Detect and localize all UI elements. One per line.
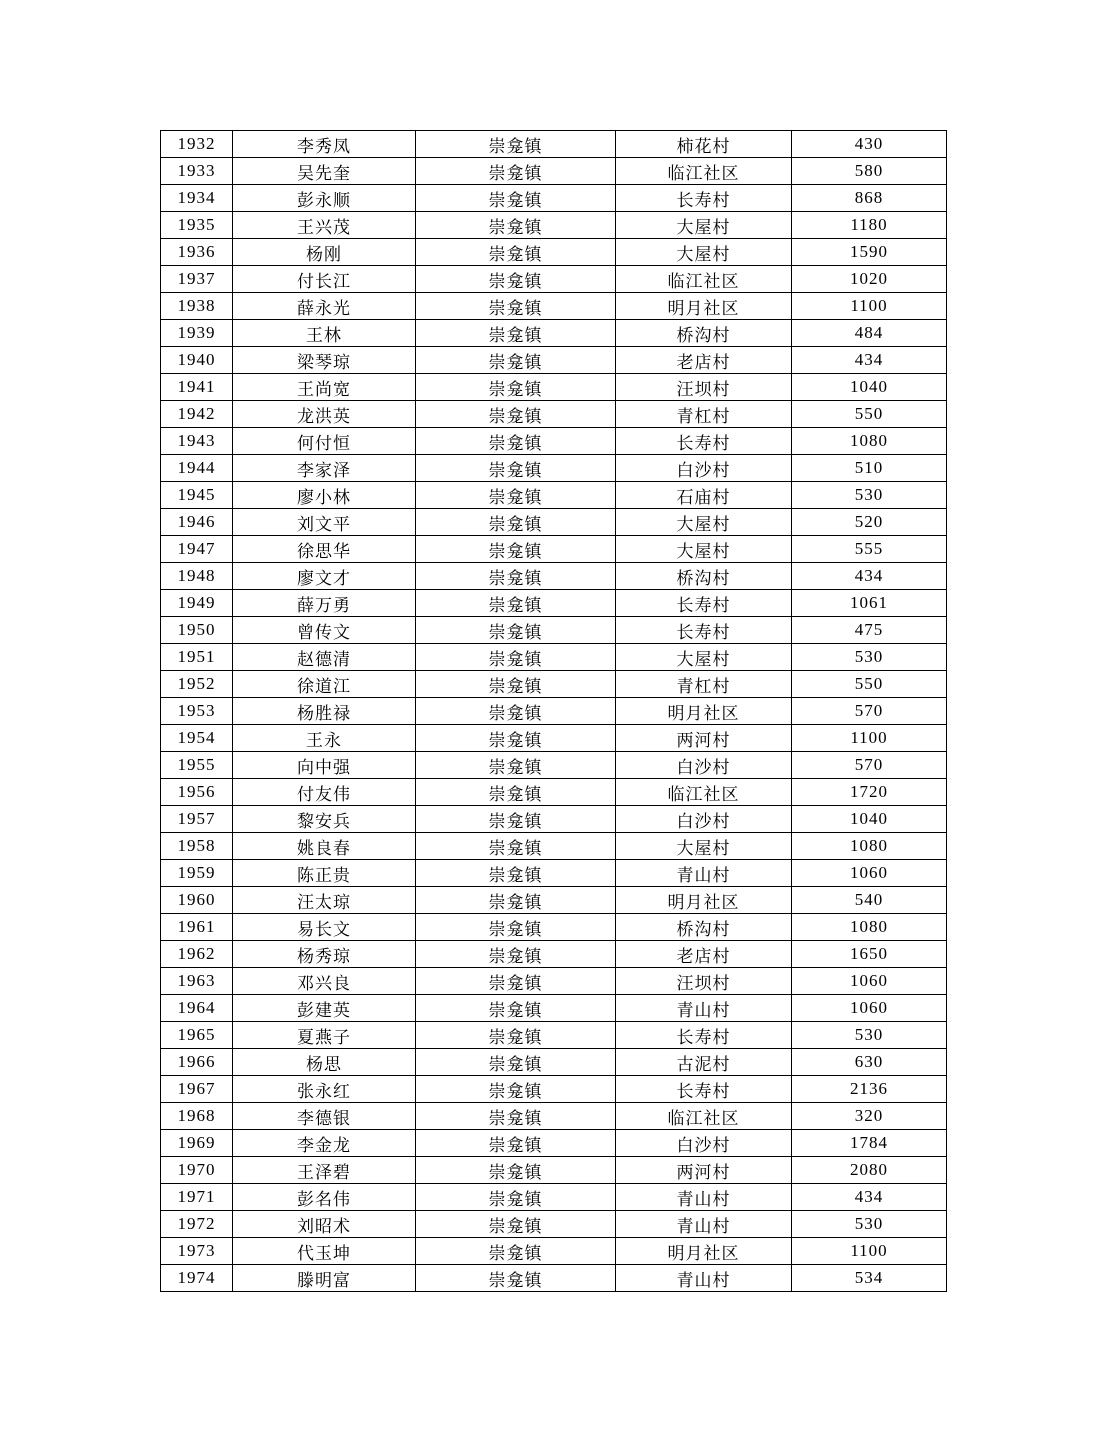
cell-amount: 540 bbox=[792, 887, 947, 914]
cell-village: 明月社区 bbox=[616, 698, 792, 725]
cell-index: 1941 bbox=[161, 374, 233, 401]
cell-amount: 1650 bbox=[792, 941, 947, 968]
cell-index: 1942 bbox=[161, 401, 233, 428]
table-row bbox=[161, 536, 947, 563]
cell-name: 李德银 bbox=[233, 1103, 416, 1130]
cell-town: 崇龛镇 bbox=[416, 239, 616, 266]
cell-name: 薛永光 bbox=[233, 293, 416, 320]
cell-village: 青山村 bbox=[616, 995, 792, 1022]
cell-town: 崇龛镇 bbox=[416, 212, 616, 239]
cell-amount: 1060 bbox=[792, 995, 947, 1022]
cell-name: 向中强 bbox=[233, 752, 416, 779]
table-row bbox=[161, 1157, 947, 1184]
cell-amount: 570 bbox=[792, 752, 947, 779]
cell-village: 桥沟村 bbox=[616, 320, 792, 347]
cell-amount: 570 bbox=[792, 698, 947, 725]
cell-name: 代玉坤 bbox=[233, 1238, 416, 1265]
cell-amount: 1060 bbox=[792, 860, 947, 887]
cell-amount: 430 bbox=[792, 131, 947, 158]
table-row bbox=[161, 455, 947, 482]
table-row bbox=[161, 887, 947, 914]
cell-village: 大屋村 bbox=[616, 212, 792, 239]
cell-amount: 1720 bbox=[792, 779, 947, 806]
cell-amount: 1590 bbox=[792, 239, 947, 266]
cell-amount: 1100 bbox=[792, 725, 947, 752]
cell-amount: 530 bbox=[792, 1211, 947, 1238]
cell-index: 1940 bbox=[161, 347, 233, 374]
cell-town: 崇龛镇 bbox=[416, 158, 616, 185]
cell-index: 1945 bbox=[161, 482, 233, 509]
cell-name: 杨胜禄 bbox=[233, 698, 416, 725]
table-row bbox=[161, 374, 947, 401]
cell-amount: 530 bbox=[792, 644, 947, 671]
cell-village: 青山村 bbox=[616, 1184, 792, 1211]
cell-amount: 475 bbox=[792, 617, 947, 644]
cell-name: 夏燕子 bbox=[233, 1022, 416, 1049]
cell-village: 长寿村 bbox=[616, 428, 792, 455]
cell-index: 1974 bbox=[161, 1265, 233, 1292]
table-row bbox=[161, 644, 947, 671]
cell-name: 杨刚 bbox=[233, 239, 416, 266]
cell-town: 崇龛镇 bbox=[416, 428, 616, 455]
cell-index: 1955 bbox=[161, 752, 233, 779]
cell-village: 明月社区 bbox=[616, 887, 792, 914]
cell-town: 崇龛镇 bbox=[416, 779, 616, 806]
cell-village: 桥沟村 bbox=[616, 563, 792, 590]
cell-amount: 2136 bbox=[792, 1076, 947, 1103]
cell-index: 1946 bbox=[161, 509, 233, 536]
table-row bbox=[161, 806, 947, 833]
cell-name: 付友伟 bbox=[233, 779, 416, 806]
cell-name: 廖文才 bbox=[233, 563, 416, 590]
cell-amount: 1100 bbox=[792, 1238, 947, 1265]
cell-village: 老店村 bbox=[616, 347, 792, 374]
cell-amount: 1080 bbox=[792, 914, 947, 941]
cell-name: 廖小林 bbox=[233, 482, 416, 509]
cell-amount: 580 bbox=[792, 158, 947, 185]
cell-town: 崇龛镇 bbox=[416, 320, 616, 347]
cell-village: 汪坝村 bbox=[616, 968, 792, 995]
cell-village: 大屋村 bbox=[616, 239, 792, 266]
cell-amount: 520 bbox=[792, 509, 947, 536]
cell-village: 石庙村 bbox=[616, 482, 792, 509]
table-row bbox=[161, 293, 947, 320]
cell-name: 李秀凤 bbox=[233, 131, 416, 158]
cell-name: 陈正贵 bbox=[233, 860, 416, 887]
cell-town: 崇龛镇 bbox=[416, 374, 616, 401]
cell-village: 青山村 bbox=[616, 860, 792, 887]
cell-index: 1964 bbox=[161, 995, 233, 1022]
cell-amount: 1080 bbox=[792, 833, 947, 860]
cell-village: 长寿村 bbox=[616, 590, 792, 617]
cell-town: 崇龛镇 bbox=[416, 482, 616, 509]
cell-index: 1934 bbox=[161, 185, 233, 212]
cell-town: 崇龛镇 bbox=[416, 1265, 616, 1292]
cell-village: 大屋村 bbox=[616, 644, 792, 671]
cell-town: 崇龛镇 bbox=[416, 1049, 616, 1076]
cell-name: 彭建英 bbox=[233, 995, 416, 1022]
cell-amount: 1040 bbox=[792, 374, 947, 401]
table-row bbox=[161, 482, 947, 509]
cell-name: 彭永顺 bbox=[233, 185, 416, 212]
cell-amount: 1040 bbox=[792, 806, 947, 833]
cell-index: 1963 bbox=[161, 968, 233, 995]
cell-village: 青杠村 bbox=[616, 671, 792, 698]
table-row bbox=[161, 1076, 947, 1103]
cell-index: 1943 bbox=[161, 428, 233, 455]
cell-amount: 1100 bbox=[792, 293, 947, 320]
cell-village: 老店村 bbox=[616, 941, 792, 968]
table-row bbox=[161, 1184, 947, 1211]
cell-village: 青杠村 bbox=[616, 401, 792, 428]
cell-index: 1973 bbox=[161, 1238, 233, 1265]
cell-index: 1936 bbox=[161, 239, 233, 266]
cell-town: 崇龛镇 bbox=[416, 185, 616, 212]
table-row bbox=[161, 941, 947, 968]
table-row bbox=[161, 698, 947, 725]
table-row bbox=[161, 752, 947, 779]
table-row bbox=[161, 1022, 947, 1049]
cell-village: 青山村 bbox=[616, 1211, 792, 1238]
table-row bbox=[161, 617, 947, 644]
cell-town: 崇龛镇 bbox=[416, 752, 616, 779]
cell-town: 崇龛镇 bbox=[416, 347, 616, 374]
cell-village: 长寿村 bbox=[616, 1022, 792, 1049]
cell-village: 古泥村 bbox=[616, 1049, 792, 1076]
cell-name: 刘昭术 bbox=[233, 1211, 416, 1238]
cell-index: 1933 bbox=[161, 158, 233, 185]
cell-index: 1951 bbox=[161, 644, 233, 671]
cell-name: 吴先奎 bbox=[233, 158, 416, 185]
table-row bbox=[161, 428, 947, 455]
cell-town: 崇龛镇 bbox=[416, 671, 616, 698]
cell-name: 梁琴琼 bbox=[233, 347, 416, 374]
cell-index: 1956 bbox=[161, 779, 233, 806]
cell-index: 1969 bbox=[161, 1130, 233, 1157]
cell-index: 1939 bbox=[161, 320, 233, 347]
cell-index: 1965 bbox=[161, 1022, 233, 1049]
cell-village: 白沙村 bbox=[616, 806, 792, 833]
cell-name: 汪太琼 bbox=[233, 887, 416, 914]
table-row bbox=[161, 563, 947, 590]
cell-village: 长寿村 bbox=[616, 185, 792, 212]
cell-name: 张永红 bbox=[233, 1076, 416, 1103]
cell-name: 王尚宽 bbox=[233, 374, 416, 401]
cell-amount: 1020 bbox=[792, 266, 947, 293]
cell-name: 王泽碧 bbox=[233, 1157, 416, 1184]
cell-town: 崇龛镇 bbox=[416, 401, 616, 428]
cell-amount: 434 bbox=[792, 347, 947, 374]
cell-amount: 550 bbox=[792, 671, 947, 698]
cell-name: 王永 bbox=[233, 725, 416, 752]
cell-village: 两河村 bbox=[616, 725, 792, 752]
cell-village: 两河村 bbox=[616, 1157, 792, 1184]
cell-index: 1944 bbox=[161, 455, 233, 482]
data-table bbox=[160, 130, 947, 1292]
cell-name: 刘文平 bbox=[233, 509, 416, 536]
table-row bbox=[161, 158, 947, 185]
cell-town: 崇龛镇 bbox=[416, 1238, 616, 1265]
cell-village: 大屋村 bbox=[616, 833, 792, 860]
cell-name: 黎安兵 bbox=[233, 806, 416, 833]
cell-town: 崇龛镇 bbox=[416, 1130, 616, 1157]
cell-index: 1949 bbox=[161, 590, 233, 617]
cell-town: 崇龛镇 bbox=[416, 806, 616, 833]
cell-town: 崇龛镇 bbox=[416, 914, 616, 941]
cell-village: 临江社区 bbox=[616, 158, 792, 185]
cell-village: 白沙村 bbox=[616, 1130, 792, 1157]
cell-name: 李金龙 bbox=[233, 1130, 416, 1157]
cell-amount: 555 bbox=[792, 536, 947, 563]
cell-town: 崇龛镇 bbox=[416, 887, 616, 914]
cell-amount: 484 bbox=[792, 320, 947, 347]
cell-name: 易长文 bbox=[233, 914, 416, 941]
cell-amount: 550 bbox=[792, 401, 947, 428]
table-row bbox=[161, 509, 947, 536]
cell-amount: 510 bbox=[792, 455, 947, 482]
cell-index: 1959 bbox=[161, 860, 233, 887]
cell-amount: 1180 bbox=[792, 212, 947, 239]
cell-name: 杨思 bbox=[233, 1049, 416, 1076]
cell-index: 1960 bbox=[161, 887, 233, 914]
cell-town: 崇龛镇 bbox=[416, 590, 616, 617]
cell-amount: 434 bbox=[792, 1184, 947, 1211]
cell-village: 青山村 bbox=[616, 1265, 792, 1292]
cell-index: 1938 bbox=[161, 293, 233, 320]
cell-town: 崇龛镇 bbox=[416, 617, 616, 644]
cell-index: 1962 bbox=[161, 941, 233, 968]
cell-name: 徐道江 bbox=[233, 671, 416, 698]
table-row bbox=[161, 212, 947, 239]
cell-index: 1957 bbox=[161, 806, 233, 833]
cell-town: 崇龛镇 bbox=[416, 698, 616, 725]
table-row bbox=[161, 347, 947, 374]
table-row bbox=[161, 914, 947, 941]
cell-name: 王林 bbox=[233, 320, 416, 347]
cell-amount: 530 bbox=[792, 1022, 947, 1049]
cell-name: 薛万勇 bbox=[233, 590, 416, 617]
cell-amount: 1784 bbox=[792, 1130, 947, 1157]
cell-index: 1947 bbox=[161, 536, 233, 563]
cell-index: 1950 bbox=[161, 617, 233, 644]
cell-name: 王兴茂 bbox=[233, 212, 416, 239]
cell-town: 崇龛镇 bbox=[416, 293, 616, 320]
cell-name: 邓兴良 bbox=[233, 968, 416, 995]
cell-name: 姚良春 bbox=[233, 833, 416, 860]
cell-town: 崇龛镇 bbox=[416, 941, 616, 968]
cell-index: 1948 bbox=[161, 563, 233, 590]
cell-town: 崇龛镇 bbox=[416, 644, 616, 671]
cell-village: 柿花村 bbox=[616, 131, 792, 158]
cell-village: 大屋村 bbox=[616, 509, 792, 536]
cell-village: 长寿村 bbox=[616, 1076, 792, 1103]
cell-town: 崇龛镇 bbox=[416, 725, 616, 752]
cell-index: 1968 bbox=[161, 1103, 233, 1130]
table-row bbox=[161, 725, 947, 752]
cell-town: 崇龛镇 bbox=[416, 968, 616, 995]
table-row bbox=[161, 1049, 947, 1076]
cell-index: 1954 bbox=[161, 725, 233, 752]
cell-index: 1952 bbox=[161, 671, 233, 698]
table-row bbox=[161, 1238, 947, 1265]
cell-village: 明月社区 bbox=[616, 293, 792, 320]
table-row bbox=[161, 1130, 947, 1157]
cell-town: 崇龛镇 bbox=[416, 1184, 616, 1211]
cell-amount: 630 bbox=[792, 1049, 947, 1076]
cell-village: 大屋村 bbox=[616, 536, 792, 563]
cell-name: 滕明富 bbox=[233, 1265, 416, 1292]
cell-town: 崇龛镇 bbox=[416, 860, 616, 887]
table-row bbox=[161, 590, 947, 617]
cell-village: 白沙村 bbox=[616, 752, 792, 779]
cell-village: 桥沟村 bbox=[616, 914, 792, 941]
cell-village: 白沙村 bbox=[616, 455, 792, 482]
cell-index: 1961 bbox=[161, 914, 233, 941]
cell-town: 崇龛镇 bbox=[416, 1103, 616, 1130]
table-row bbox=[161, 1103, 947, 1130]
cell-index: 1970 bbox=[161, 1157, 233, 1184]
cell-amount: 434 bbox=[792, 563, 947, 590]
cell-town: 崇龛镇 bbox=[416, 1211, 616, 1238]
table-row bbox=[161, 833, 947, 860]
cell-amount: 868 bbox=[792, 185, 947, 212]
cell-town: 崇龛镇 bbox=[416, 833, 616, 860]
cell-village: 汪坝村 bbox=[616, 374, 792, 401]
table-row bbox=[161, 968, 947, 995]
cell-amount: 530 bbox=[792, 482, 947, 509]
table-row bbox=[161, 671, 947, 698]
table-row bbox=[161, 995, 947, 1022]
table-row bbox=[161, 320, 947, 347]
table-row bbox=[161, 860, 947, 887]
cell-amount: 1060 bbox=[792, 968, 947, 995]
table-row bbox=[161, 185, 947, 212]
table-row bbox=[161, 779, 947, 806]
cell-village: 临江社区 bbox=[616, 266, 792, 293]
cell-index: 1972 bbox=[161, 1211, 233, 1238]
cell-village: 长寿村 bbox=[616, 617, 792, 644]
cell-name: 李家泽 bbox=[233, 455, 416, 482]
table-row bbox=[161, 266, 947, 293]
cell-amount: 1080 bbox=[792, 428, 947, 455]
table-row bbox=[161, 239, 947, 266]
cell-village: 临江社区 bbox=[616, 1103, 792, 1130]
cell-town: 崇龛镇 bbox=[416, 536, 616, 563]
cell-town: 崇龛镇 bbox=[416, 1076, 616, 1103]
cell-index: 1932 bbox=[161, 131, 233, 158]
cell-name: 赵德清 bbox=[233, 644, 416, 671]
cell-index: 1971 bbox=[161, 1184, 233, 1211]
cell-amount: 320 bbox=[792, 1103, 947, 1130]
cell-town: 崇龛镇 bbox=[416, 563, 616, 590]
cell-town: 崇龛镇 bbox=[416, 995, 616, 1022]
cell-town: 崇龛镇 bbox=[416, 266, 616, 293]
cell-town: 崇龛镇 bbox=[416, 131, 616, 158]
cell-village: 明月社区 bbox=[616, 1238, 792, 1265]
table-row bbox=[161, 1265, 947, 1292]
cell-index: 1966 bbox=[161, 1049, 233, 1076]
cell-name: 彭名伟 bbox=[233, 1184, 416, 1211]
cell-index: 1953 bbox=[161, 698, 233, 725]
cell-town: 崇龛镇 bbox=[416, 455, 616, 482]
table-row bbox=[161, 401, 947, 428]
cell-amount: 534 bbox=[792, 1265, 947, 1292]
cell-town: 崇龛镇 bbox=[416, 509, 616, 536]
cell-village: 临江社区 bbox=[616, 779, 792, 806]
cell-name: 龙洪英 bbox=[233, 401, 416, 428]
cell-amount: 2080 bbox=[792, 1157, 947, 1184]
cell-town: 崇龛镇 bbox=[416, 1022, 616, 1049]
table-row bbox=[161, 1211, 947, 1238]
cell-name: 杨秀琼 bbox=[233, 941, 416, 968]
cell-amount: 1061 bbox=[792, 590, 947, 617]
cell-index: 1937 bbox=[161, 266, 233, 293]
cell-name: 何付恒 bbox=[233, 428, 416, 455]
cell-name: 曾传文 bbox=[233, 617, 416, 644]
table-row bbox=[161, 131, 947, 158]
cell-name: 徐思华 bbox=[233, 536, 416, 563]
cell-name: 付长江 bbox=[233, 266, 416, 293]
cell-index: 1958 bbox=[161, 833, 233, 860]
cell-index: 1935 bbox=[161, 212, 233, 239]
cell-town: 崇龛镇 bbox=[416, 1157, 616, 1184]
cell-index: 1967 bbox=[161, 1076, 233, 1103]
